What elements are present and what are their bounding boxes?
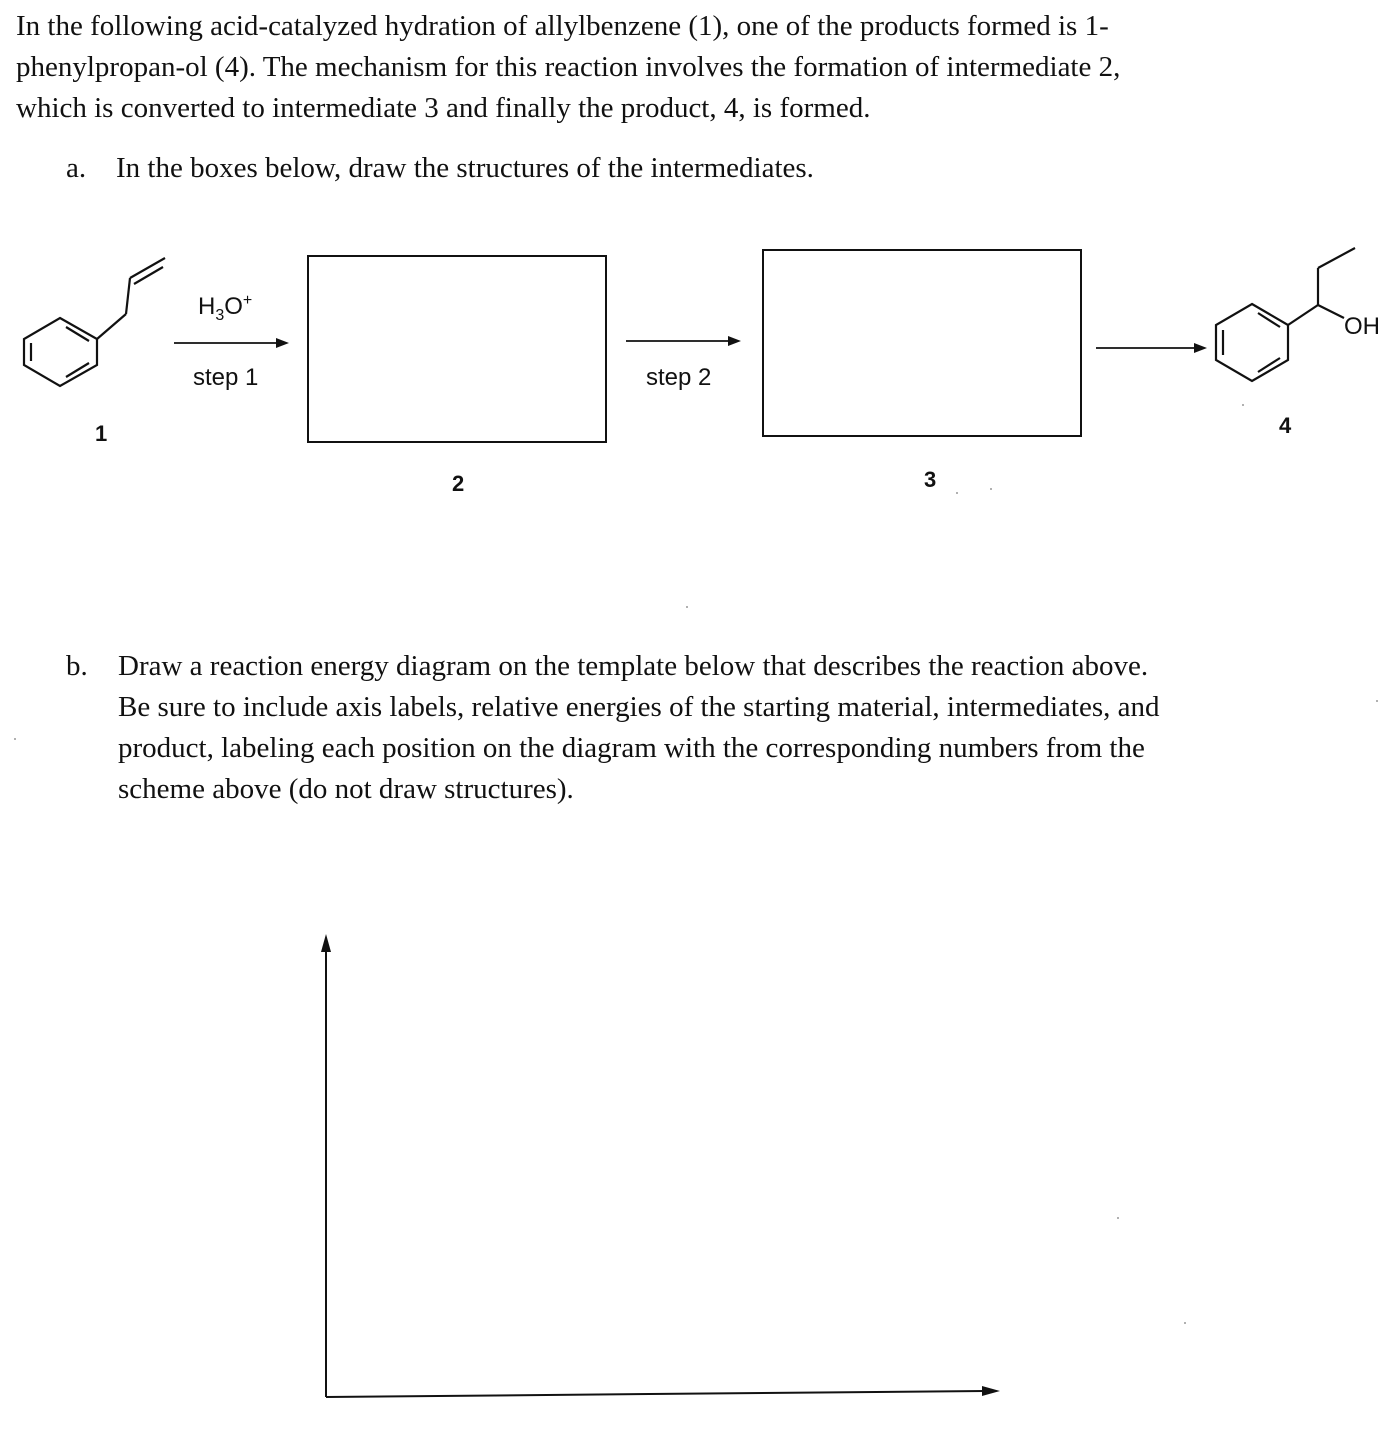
- scan-speck: [1117, 1217, 1119, 1219]
- question-b-text: [118, 646, 1358, 810]
- compound-1-number: 1: [95, 421, 108, 446]
- question-b-line-1: Draw a reaction energy diagram on the template below that describes the reaction above.: [118, 650, 1149, 682]
- step1-arrow: [174, 338, 289, 348]
- question-b-label: b.: [66, 650, 88, 682]
- energy-diagram-axes: [321, 934, 1000, 1397]
- compound-2-number: 2: [452, 471, 465, 496]
- question-a-label: a.: [66, 152, 87, 184]
- scan-speck: [1242, 404, 1244, 406]
- question-a-text: In the boxes below, draw the structures of the intermediates.: [116, 152, 814, 184]
- step2-label: step 2: [646, 364, 712, 391]
- reagent-label: $H_3O^+$: [198, 292, 253, 324]
- step3-arrow: [1096, 343, 1207, 353]
- scan-speck: [990, 488, 992, 490]
- intro-line-2: phenylpropan-ol (4). The mechanism for this reaction involves the formation of intermediate 2,: [16, 51, 1121, 83]
- intermediate-3-box[interactable]: [763, 250, 1081, 436]
- intro-line-3: which is converted to intermediate 3 and finally the product, 4, is formed.: [16, 92, 871, 124]
- scan-speck: [14, 738, 16, 740]
- scan-speck: [956, 492, 958, 494]
- compound-4-number: 4: [1279, 413, 1292, 438]
- scan-speck: [686, 606, 688, 608]
- scan-speck: [1184, 1322, 1186, 1324]
- oh-label: OH: [1344, 313, 1380, 340]
- scan-speck: [1376, 700, 1378, 702]
- compound-3-number: 3: [924, 467, 937, 492]
- allylbenzene-structure: [24, 258, 165, 386]
- intro-line-1: In the following acid-catalyzed hydration of allylbenzene (1), one of the products formed is 1-: [16, 10, 1109, 42]
- product-4-structure: [1216, 248, 1355, 381]
- question-b-line-3: product, labeling each position on the diagram with the corresponding numbers from the: [118, 732, 1145, 764]
- intermediate-2-box[interactable]: [308, 256, 606, 442]
- question-b-line-2: Be sure to include axis labels, relative energies of the starting material, intermediates, and: [118, 691, 1160, 723]
- step2-arrow: [626, 336, 741, 346]
- step1-label: step 1: [193, 364, 259, 391]
- question-b-line-4: scheme above (do not draw structures).: [118, 773, 574, 805]
